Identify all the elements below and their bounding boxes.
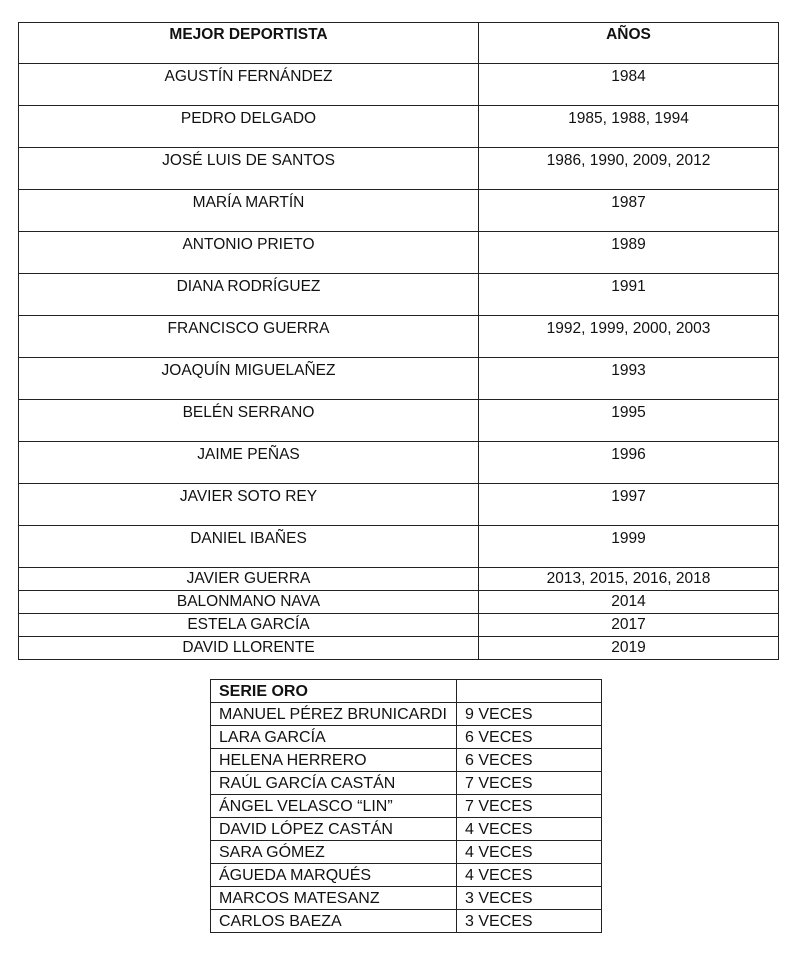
table-row <box>19 190 779 232</box>
table-header-row <box>19 23 779 64</box>
athlete-years: 1993 <box>479 358 779 400</box>
player-count: 6 VECES <box>457 749 602 772</box>
athlete-name: PEDRO DELGADO <box>19 106 479 148</box>
table-row <box>19 274 779 316</box>
athlete-years: 2019 <box>479 637 779 660</box>
athlete-name: JOSÉ LUIS DE SANTOS <box>19 148 479 190</box>
table-row <box>19 591 779 614</box>
player-count: 6 VECES <box>457 726 602 749</box>
table-row <box>211 910 602 933</box>
player-count: 3 VECES <box>457 887 602 910</box>
serie-oro-table <box>210 679 602 933</box>
table-row <box>19 232 779 274</box>
serie-oro-header-count <box>457 680 602 703</box>
player-name: MARCOS MATESANZ <box>211 887 457 910</box>
player-name: RAÚL GARCÍA CASTÁN <box>211 772 457 795</box>
player-count: 4 VECES <box>457 841 602 864</box>
table-row <box>211 887 602 910</box>
athlete-name: MARÍA MARTÍN <box>19 190 479 232</box>
athlete-name: BELÉN SERRANO <box>19 400 479 442</box>
athlete-years: 1999 <box>479 526 779 568</box>
table-header-row <box>211 680 602 703</box>
athlete-years: 1989 <box>479 232 779 274</box>
player-name: CARLOS BAEZA <box>211 910 457 933</box>
athlete-years: 1996 <box>479 442 779 484</box>
table-row <box>19 614 779 637</box>
header-athlete: MEJOR DEPORTISTA <box>19 23 479 64</box>
athlete-name: AGUSTÍN FERNÁNDEZ <box>19 64 479 106</box>
athlete-name: ESTELA GARCÍA <box>19 614 479 637</box>
table-row <box>211 864 602 887</box>
player-name: ÁNGEL VELASCO “LIN” <box>211 795 457 818</box>
table-row <box>211 749 602 772</box>
table-row <box>211 818 602 841</box>
table-row <box>211 795 602 818</box>
table-row <box>19 568 779 591</box>
table-row <box>211 726 602 749</box>
athlete-years: 1985, 1988, 1994 <box>479 106 779 148</box>
table-row <box>211 703 602 726</box>
athlete-name: JAIME PEÑAS <box>19 442 479 484</box>
athlete-name: FRANCISCO GUERRA <box>19 316 479 358</box>
serie-oro-header: SERIE ORO <box>211 680 457 703</box>
athlete-name: DIANA RODRÍGUEZ <box>19 274 479 316</box>
player-count: 4 VECES <box>457 818 602 841</box>
player-count: 4 VECES <box>457 864 602 887</box>
athlete-years: 2014 <box>479 591 779 614</box>
athlete-name: JAVIER SOTO REY <box>19 484 479 526</box>
table-row <box>19 64 779 106</box>
table-row <box>19 484 779 526</box>
athlete-name: DANIEL IBAÑES <box>19 526 479 568</box>
table-row <box>19 106 779 148</box>
athlete-name: BALONMANO NAVA <box>19 591 479 614</box>
table-row <box>19 358 779 400</box>
table-row <box>19 316 779 358</box>
athlete-years: 1995 <box>479 400 779 442</box>
table-row <box>19 637 779 660</box>
athlete-name: JAVIER GUERRA <box>19 568 479 591</box>
athlete-name: ANTONIO PRIETO <box>19 232 479 274</box>
player-name: SARA GÓMEZ <box>211 841 457 864</box>
athlete-years: 1984 <box>479 64 779 106</box>
table-row <box>19 526 779 568</box>
table-row <box>211 841 602 864</box>
player-count: 7 VECES <box>457 795 602 818</box>
best-athlete-table <box>18 22 779 660</box>
player-count: 9 VECES <box>457 703 602 726</box>
athlete-years: 1987 <box>479 190 779 232</box>
athlete-years: 1997 <box>479 484 779 526</box>
athlete-years: 1992, 1999, 2000, 2003 <box>479 316 779 358</box>
player-name: HELENA HERRERO <box>211 749 457 772</box>
table-row <box>19 148 779 190</box>
player-name: MANUEL PÉREZ BRUNICARDI <box>211 703 457 726</box>
athlete-years: 1991 <box>479 274 779 316</box>
athlete-years: 1986, 1990, 2009, 2012 <box>479 148 779 190</box>
player-name: LARA GARCÍA <box>211 726 457 749</box>
player-name: ÁGUEDA MARQUÉS <box>211 864 457 887</box>
athlete-name: JOAQUÍN MIGUELAÑEZ <box>19 358 479 400</box>
player-name: DAVID LÓPEZ CASTÁN <box>211 818 457 841</box>
athlete-years: 2013, 2015, 2016, 2018 <box>479 568 779 591</box>
player-count: 3 VECES <box>457 910 602 933</box>
player-count: 7 VECES <box>457 772 602 795</box>
athlete-years: 2017 <box>479 614 779 637</box>
header-years: AÑOS <box>479 23 779 64</box>
table-row <box>19 400 779 442</box>
athlete-name: DAVID LLORENTE <box>19 637 479 660</box>
table-row <box>211 772 602 795</box>
table-row <box>19 442 779 484</box>
